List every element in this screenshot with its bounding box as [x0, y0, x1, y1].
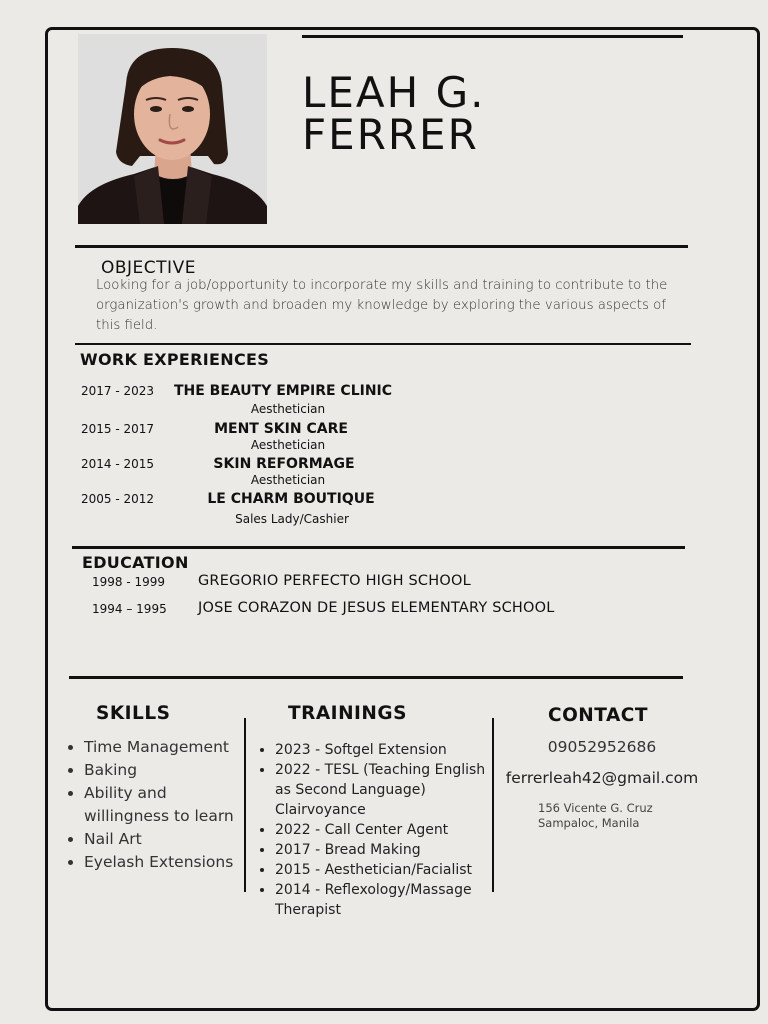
address-line-2: Sampaloc, Manila [538, 816, 640, 830]
skills-heading: SKILLS [96, 703, 171, 724]
skill-item: • Nail Art [84, 828, 244, 851]
skill-item: • Time Management [84, 736, 244, 759]
contact-email[interactable]: ferrerleah42@gmail.com [505, 769, 699, 787]
job-role: Aesthetician [250, 402, 326, 416]
skill-item-text: Ability and willingness to learn [84, 784, 234, 825]
job-company: MENT SKIN CARE [214, 421, 348, 437]
profile-photo [78, 34, 267, 224]
top-divider [302, 35, 683, 38]
job-role: Aesthetician [250, 438, 326, 452]
education-years: 1998 - 1999 [92, 575, 166, 589]
education-school: JOSE CORAZON DE JESUS ELEMENTARY SCHOOL [198, 600, 555, 616]
contact-phone: 09052952686 [547, 738, 657, 756]
job-years: 2015 - 2017 [81, 422, 155, 436]
training-item: • 2017 - Bread Making [275, 840, 505, 860]
education-item [0, 573, 768, 593]
training-item: • 2022 - TESL (Teaching English as Second Language) Clairvoyance [275, 760, 505, 820]
skill-item [84, 782, 244, 828]
bottom-divider [69, 676, 683, 679]
objective-heading: OBJECTIVE [101, 258, 196, 278]
address-line-1: 156 Vicente G. Cruz [538, 801, 653, 815]
training-item: • 2023 - Softgel Extension [275, 740, 505, 760]
education-item [0, 600, 768, 620]
trainings-heading: TRAININGS [288, 703, 407, 724]
job-item [0, 384, 768, 420]
objective-divider [75, 245, 688, 248]
training-item: • 2022 - Call Center Agent [275, 820, 505, 840]
work-heading: WORK EXPERIENCES [80, 350, 270, 369]
job-company: LE CHARM BOUTIQUE [207, 491, 375, 507]
training-item: • 2014 - Reflexology/Massage Therapist [275, 880, 505, 920]
job-years: 2017 - 2023 [81, 384, 155, 398]
job-item [0, 457, 768, 493]
job-company: SKIN REFORMAGE [213, 456, 355, 472]
job-item [0, 422, 768, 458]
training-item: • 2015 - Aesthetician/Facialist [275, 860, 505, 880]
work-divider [75, 343, 691, 345]
job-company: THE BEAUTY EMPIRE CLINIC [173, 383, 393, 399]
job-role: Sales Lady/Cashier [235, 512, 349, 526]
name-line-1: LEAH G. [302, 68, 486, 117]
contact-heading: CONTACT [548, 705, 648, 726]
skill-item: • Baking [84, 759, 244, 782]
name-line-2: FERRER [302, 110, 479, 159]
trainings-list [254, 740, 505, 920]
education-divider [72, 546, 685, 549]
education-heading: EDUCATION [82, 553, 189, 572]
skills-list [62, 736, 244, 874]
skill-item: • Eyelash Extensions [84, 851, 244, 874]
job-role: Aesthetician [250, 473, 326, 487]
education-years: 1994 – 1995 [92, 602, 167, 616]
objective-text: Looking for a job/opportunity to incorporate my skills and training to contribute to the organization's growth and broaden my knowledge by exploring the various aspects of this field. [96, 278, 668, 333]
candidate-name [302, 68, 486, 159]
job-years: 2005 - 2012 [81, 492, 155, 506]
column-divider-left [244, 718, 246, 892]
contact-address [538, 801, 653, 831]
job-years: 2014 - 2015 [81, 457, 155, 471]
education-school: GREGORIO PERFECTO HIGH SCHOOL [198, 573, 471, 589]
job-item [0, 492, 768, 528]
